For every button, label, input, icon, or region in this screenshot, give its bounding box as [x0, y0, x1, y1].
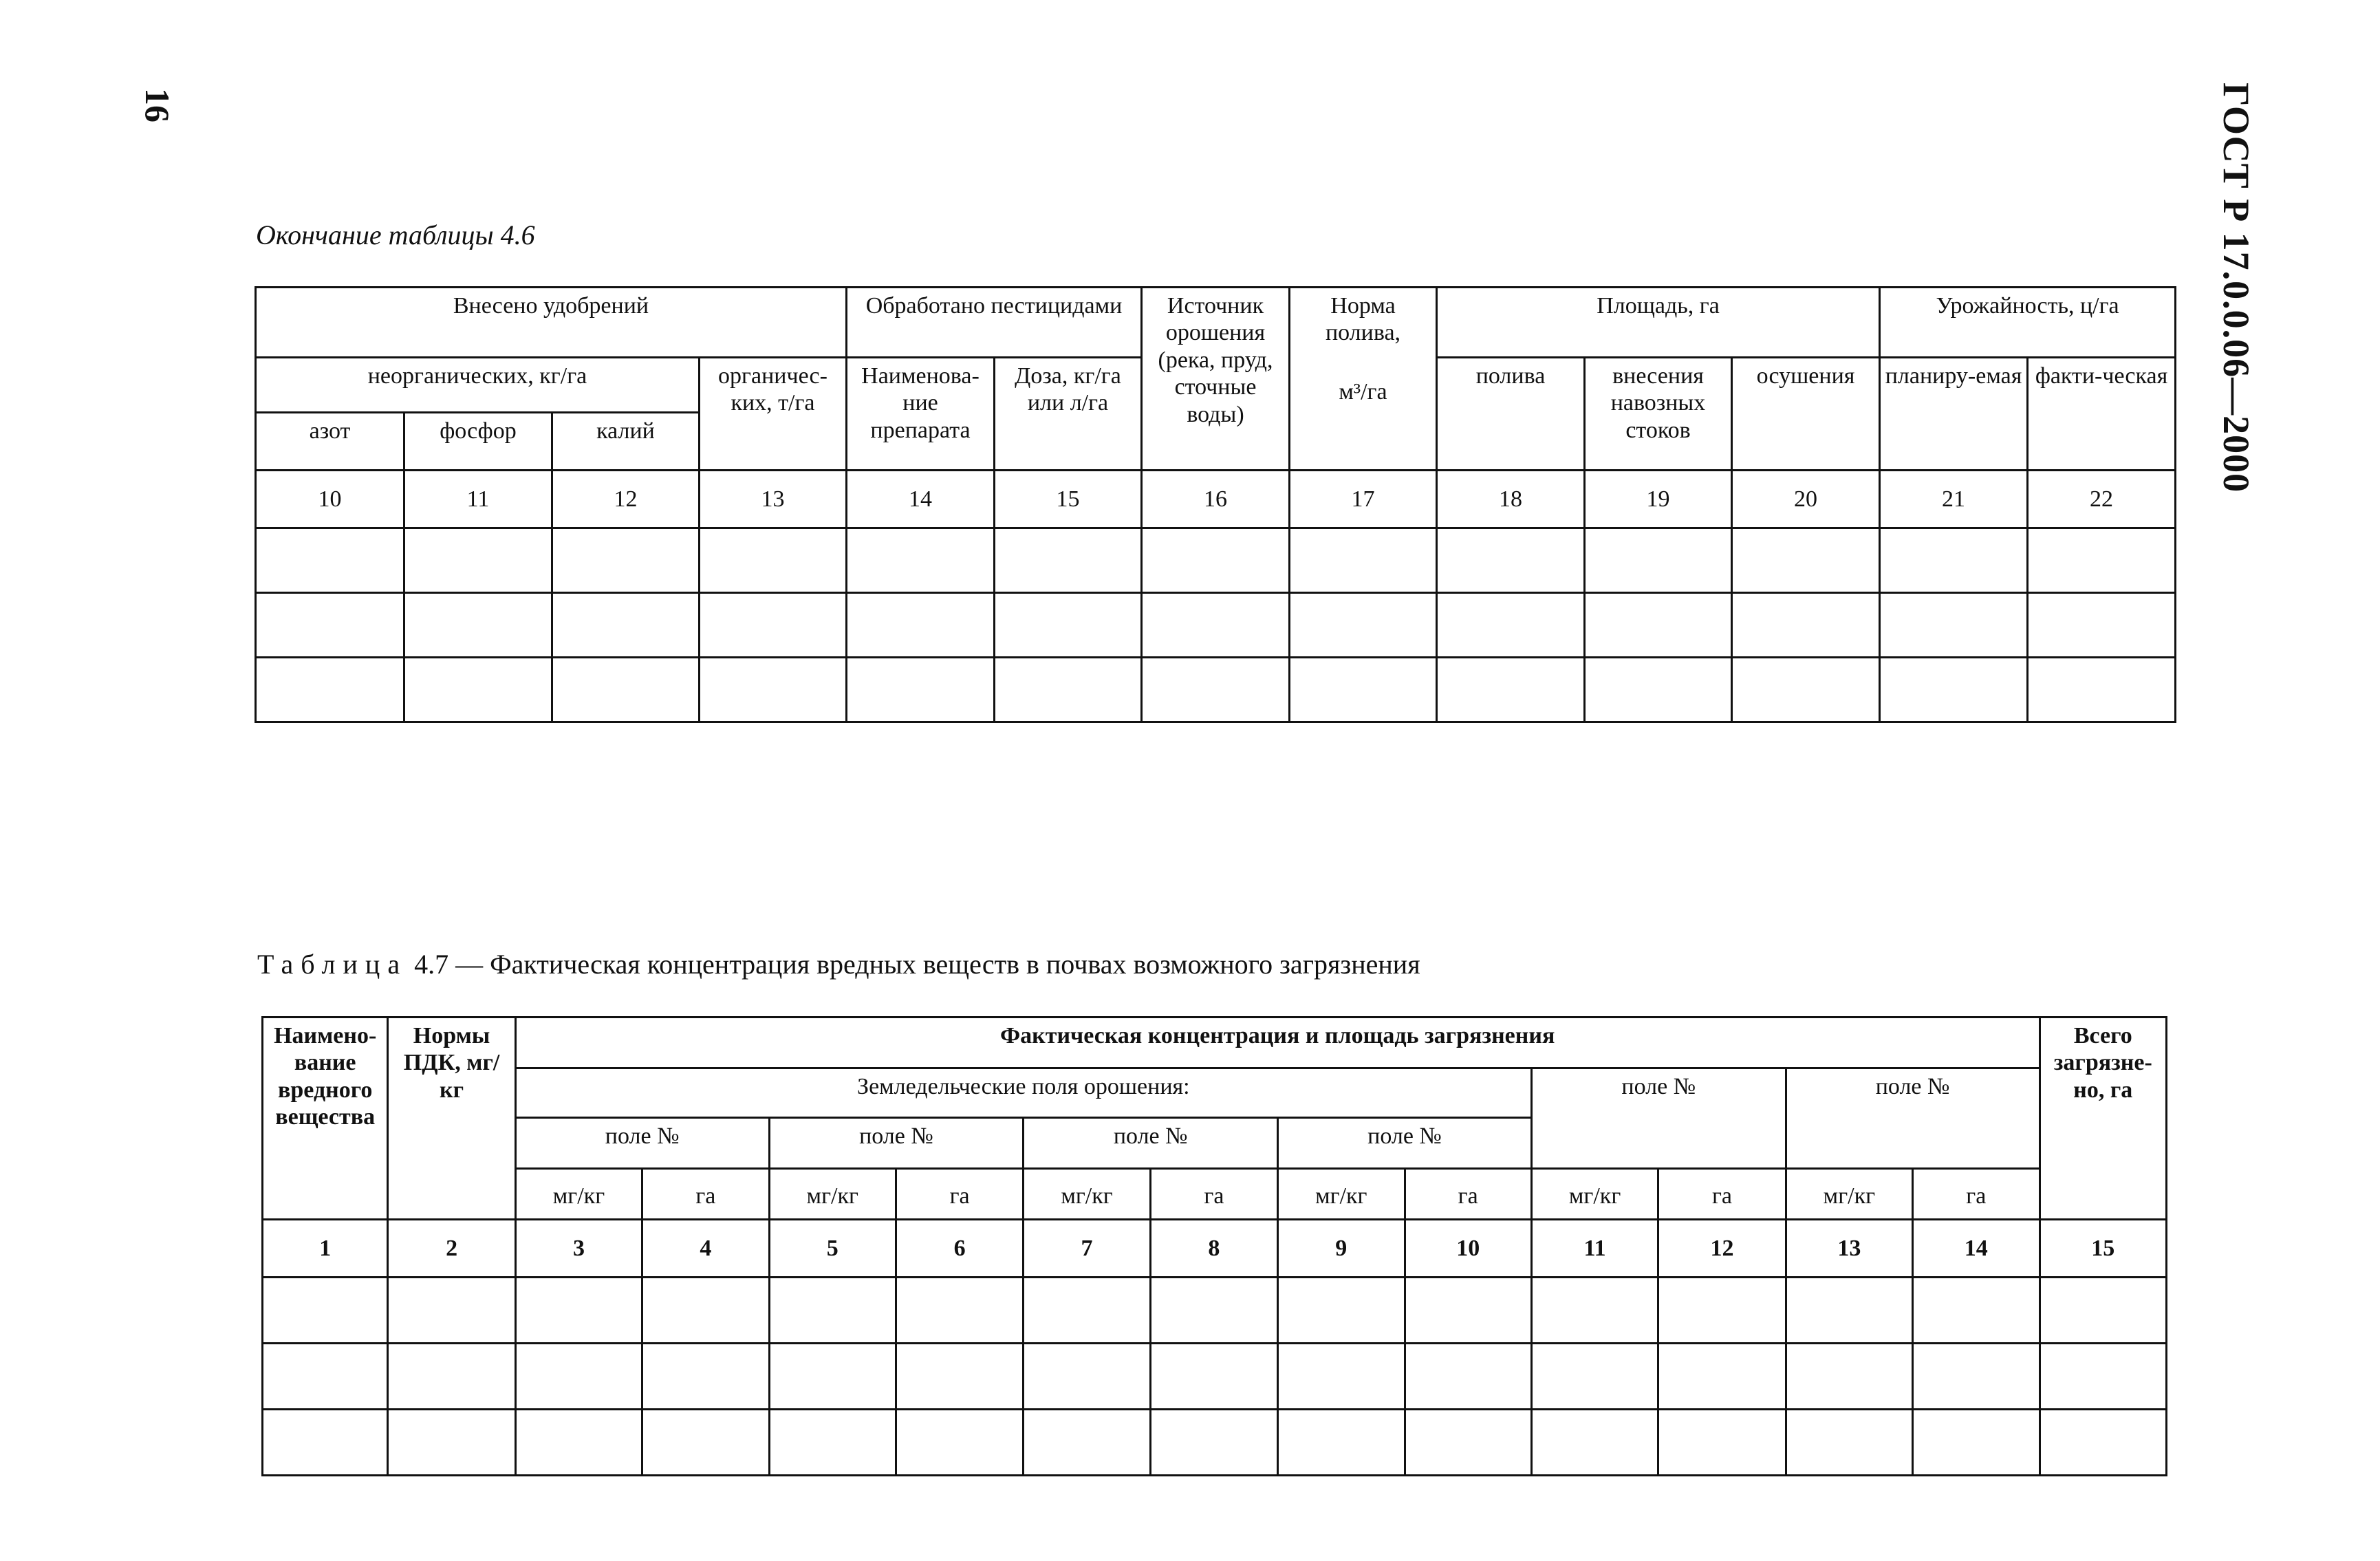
table-cell[interactable]: [769, 1410, 896, 1476]
table-cell[interactable]: [263, 1410, 388, 1476]
table-cell[interactable]: [263, 1278, 388, 1344]
table-cell[interactable]: [847, 658, 995, 722]
header-obrabotano-pesticidami: Обработано пестицидами: [847, 288, 1142, 358]
column-number: 14: [1913, 1220, 2040, 1278]
table-cell[interactable]: [1290, 658, 1437, 722]
header-poliva: полива: [1437, 358, 1585, 471]
table-4-7-caption-text: 4.7 — Фактическая концентрация вредных веществ в почвах возможного загрязнения: [407, 949, 1420, 980]
table-cell[interactable]: [1732, 658, 1880, 722]
header-vneseniya-navoznyh-stokov: внесения навозных стоков: [1585, 358, 1732, 471]
table-cell[interactable]: [404, 593, 552, 658]
column-number: 21: [1880, 471, 2028, 528]
table-cell[interactable]: [388, 1344, 515, 1410]
column-number: 12: [1658, 1220, 1786, 1278]
table-cell[interactable]: [256, 528, 404, 593]
table-cell[interactable]: [2028, 593, 2176, 658]
header-ga: га: [1913, 1169, 2040, 1220]
table-4-7: [261, 1016, 2167, 1476]
table-cell[interactable]: [1880, 593, 2028, 658]
header-naimenovanie-preparata: Наименова-ние препарата: [847, 358, 995, 471]
table-cell[interactable]: [995, 593, 1142, 658]
table-cell[interactable]: [2040, 1278, 2166, 1344]
table-cell[interactable]: [404, 658, 552, 722]
header-ga: га: [1150, 1169, 1277, 1220]
column-number: 17: [1290, 471, 1437, 528]
header-organicheskih: органичес-ких, т/га: [700, 358, 847, 471]
table-cell[interactable]: [1437, 593, 1585, 658]
page-number: 16: [138, 88, 177, 122]
column-number: 15: [995, 471, 1142, 528]
table-cell[interactable]: [404, 528, 552, 593]
table-cell[interactable]: [1531, 1344, 1658, 1410]
table-cell[interactable]: [1585, 593, 1732, 658]
header-zemledelcheskie-polya: Земледельческие поля орошения:: [515, 1068, 1531, 1118]
column-number: 18: [1437, 471, 1585, 528]
table-row: [256, 528, 2176, 593]
table-cell[interactable]: [1786, 1344, 1912, 1410]
column-number-row: [263, 1220, 2167, 1278]
table-row: [263, 1344, 2167, 1410]
header-mg-kg: мг/кг: [769, 1169, 896, 1220]
column-number: 9: [1278, 1220, 1405, 1278]
header-fosfor: фосфор: [404, 413, 552, 471]
column-number: 13: [1786, 1220, 1912, 1278]
table-cell[interactable]: [1732, 528, 1880, 593]
header-ga: га: [896, 1169, 1023, 1220]
table-cell[interactable]: [769, 1278, 896, 1344]
column-number: 19: [1585, 471, 1732, 528]
table-cell[interactable]: [1290, 528, 1437, 593]
table-cell[interactable]: [552, 593, 700, 658]
header-fakticheskaya: факти-ческая: [2028, 358, 2176, 471]
table-cell[interactable]: [642, 1344, 769, 1410]
table-cell[interactable]: [1278, 1344, 1405, 1410]
table-cell[interactable]: [1658, 1410, 1786, 1476]
header-pole: поле №: [515, 1118, 769, 1169]
header-ga: га: [1658, 1169, 1786, 1220]
table-row: [256, 658, 2176, 722]
header-norma-poliva-label: Норма полива,: [1325, 293, 1401, 346]
header-fakticheskaya-koncentraciya: Фактическая концентрация и площадь загрязнения: [515, 1018, 2040, 1068]
header-pole: поле №: [769, 1118, 1024, 1169]
header-pole: поле №: [1024, 1118, 1278, 1169]
header-mg-kg: мг/кг: [1786, 1169, 1912, 1220]
column-number: 20: [1732, 471, 1880, 528]
table-cell[interactable]: [1585, 658, 1732, 722]
table-cell[interactable]: [1732, 593, 1880, 658]
table-cell[interactable]: [1405, 1344, 1531, 1410]
table-4-7-caption-lead: Таблица: [257, 949, 408, 980]
header-norma-poliva-unit: м³/га: [1339, 378, 1387, 405]
table-cell[interactable]: [1024, 1410, 1150, 1476]
header-naimenovanie-veshestva: Наимено-вание вредного вещества: [263, 1018, 388, 1220]
table-cell[interactable]: [1880, 528, 2028, 593]
table-cell[interactable]: [515, 1278, 642, 1344]
header-pole: поле №: [1278, 1118, 1532, 1169]
table-cell[interactable]: [642, 1410, 769, 1476]
header-osusheniya: осушения: [1732, 358, 1880, 471]
header-pole: поле №: [1786, 1068, 2040, 1169]
table-cell[interactable]: [515, 1410, 642, 1476]
table-cell[interactable]: [642, 1278, 769, 1344]
header-ga: га: [642, 1169, 769, 1220]
column-number: 2: [388, 1220, 515, 1278]
table-cell[interactable]: [1913, 1278, 2040, 1344]
header-neorganicheskih: неорганических, кг/га: [256, 358, 700, 413]
header-normy-pdk: Нормы ПДК, мг/кг: [388, 1018, 515, 1220]
table-cell[interactable]: [1913, 1410, 2040, 1476]
column-number: 8: [1150, 1220, 1277, 1278]
column-number: 14: [847, 471, 995, 528]
table-cell[interactable]: [1585, 528, 1732, 593]
table-cell[interactable]: [700, 593, 847, 658]
table-cell[interactable]: [700, 528, 847, 593]
standard-code: ГОСТ Р 17.0.0.06—2000: [2216, 83, 2257, 493]
table-cell[interactable]: [1531, 1410, 1658, 1476]
table-cell[interactable]: [2040, 1410, 2166, 1476]
header-kaliy: калий: [552, 413, 700, 471]
table-cell[interactable]: [552, 658, 700, 722]
table-cell[interactable]: [552, 528, 700, 593]
column-number: 7: [1024, 1220, 1150, 1278]
header-mg-kg: мг/кг: [515, 1169, 642, 1220]
table-cell[interactable]: [1150, 1278, 1277, 1344]
table-cell[interactable]: [1405, 1410, 1531, 1476]
header-mg-kg: мг/кг: [1278, 1169, 1405, 1220]
column-number-row: [256, 471, 2176, 528]
column-number: 6: [896, 1220, 1023, 1278]
column-number: 4: [642, 1220, 769, 1278]
header-pole: поле №: [1531, 1068, 1786, 1169]
header-norma-poliva: [1290, 288, 1437, 471]
column-number: 1: [263, 1220, 388, 1278]
table-cell[interactable]: [995, 658, 1142, 722]
table-row: [256, 593, 2176, 658]
column-number: 15: [2040, 1220, 2166, 1278]
table-4-6-caption: Окончание таблицы 4.6: [256, 219, 535, 250]
table-cell[interactable]: [1531, 1278, 1658, 1344]
table-cell[interactable]: [2028, 528, 2176, 593]
column-number: 16: [1142, 471, 1290, 528]
table-cell[interactable]: [1658, 1278, 1786, 1344]
header-urozhaynost: Урожайность, ц/га: [1880, 288, 2176, 358]
column-number: 13: [700, 471, 847, 528]
column-number: 11: [1531, 1220, 1658, 1278]
header-vsego-zagryazneno: Всего загрязне-но, га: [2040, 1018, 2166, 1220]
table-cell[interactable]: [256, 658, 404, 722]
table-cell[interactable]: [1024, 1344, 1150, 1410]
header-vneseno-udobreniy: Внесено удобрений: [256, 288, 847, 358]
table-cell[interactable]: [1786, 1410, 1912, 1476]
table-cell[interactable]: [1786, 1278, 1912, 1344]
table-cell[interactable]: [1150, 1344, 1277, 1410]
header-azot: азот: [256, 413, 404, 471]
table-cell[interactable]: [1278, 1410, 1405, 1476]
table-cell[interactable]: [1150, 1410, 1277, 1476]
table-cell[interactable]: [1290, 593, 1437, 658]
header-doza: Доза, кг/га или л/га: [995, 358, 1142, 471]
column-number: 11: [404, 471, 552, 528]
table-cell[interactable]: [896, 1278, 1023, 1344]
table-cell[interactable]: [847, 593, 995, 658]
table-cell[interactable]: [1658, 1344, 1786, 1410]
table-cell[interactable]: [1278, 1278, 1405, 1344]
table-cell[interactable]: [1437, 658, 1585, 722]
table-cell[interactable]: [1024, 1278, 1150, 1344]
table-cell[interactable]: [700, 658, 847, 722]
table-cell[interactable]: [263, 1344, 388, 1410]
table-cell[interactable]: [1142, 528, 1290, 593]
header-mg-kg: мг/кг: [1531, 1169, 1658, 1220]
header-ploshad: Площадь, га: [1437, 288, 1880, 358]
column-number: 10: [256, 471, 404, 528]
table-cell[interactable]: [256, 593, 404, 658]
table-cell[interactable]: [847, 528, 995, 593]
column-number: 12: [552, 471, 700, 528]
table-4-6: [255, 286, 2176, 723]
table-cell[interactable]: [896, 1410, 1023, 1476]
table-row: [263, 1410, 2167, 1476]
table-row: [263, 1278, 2167, 1344]
table-cell[interactable]: [2028, 658, 2176, 722]
header-istochnik-orosheniya: Источник орошения (река, пруд, сточные воды): [1142, 288, 1290, 471]
header-planiruemaya: планиру-емая: [1880, 358, 2028, 471]
table-cell[interactable]: [1142, 593, 1290, 658]
column-number: 10: [1405, 1220, 1531, 1278]
table-cell[interactable]: [515, 1344, 642, 1410]
column-number: 22: [2028, 471, 2176, 528]
column-number: 3: [515, 1220, 642, 1278]
table-cell[interactable]: [1437, 528, 1585, 593]
table-cell[interactable]: [1880, 658, 2028, 722]
table-cell[interactable]: [896, 1344, 1023, 1410]
table-cell[interactable]: [1142, 658, 1290, 722]
table-cell[interactable]: [388, 1410, 515, 1476]
table-cell[interactable]: [1913, 1344, 2040, 1410]
table-cell[interactable]: [769, 1344, 896, 1410]
header-mg-kg: мг/кг: [1024, 1169, 1150, 1220]
table-cell[interactable]: [388, 1278, 515, 1344]
header-ga: га: [1405, 1169, 1531, 1220]
table-cell[interactable]: [2040, 1344, 2166, 1410]
table-cell[interactable]: [1405, 1278, 1531, 1344]
column-number: 5: [769, 1220, 896, 1278]
table-cell[interactable]: [995, 528, 1142, 593]
table-4-7-caption: [257, 948, 1420, 980]
